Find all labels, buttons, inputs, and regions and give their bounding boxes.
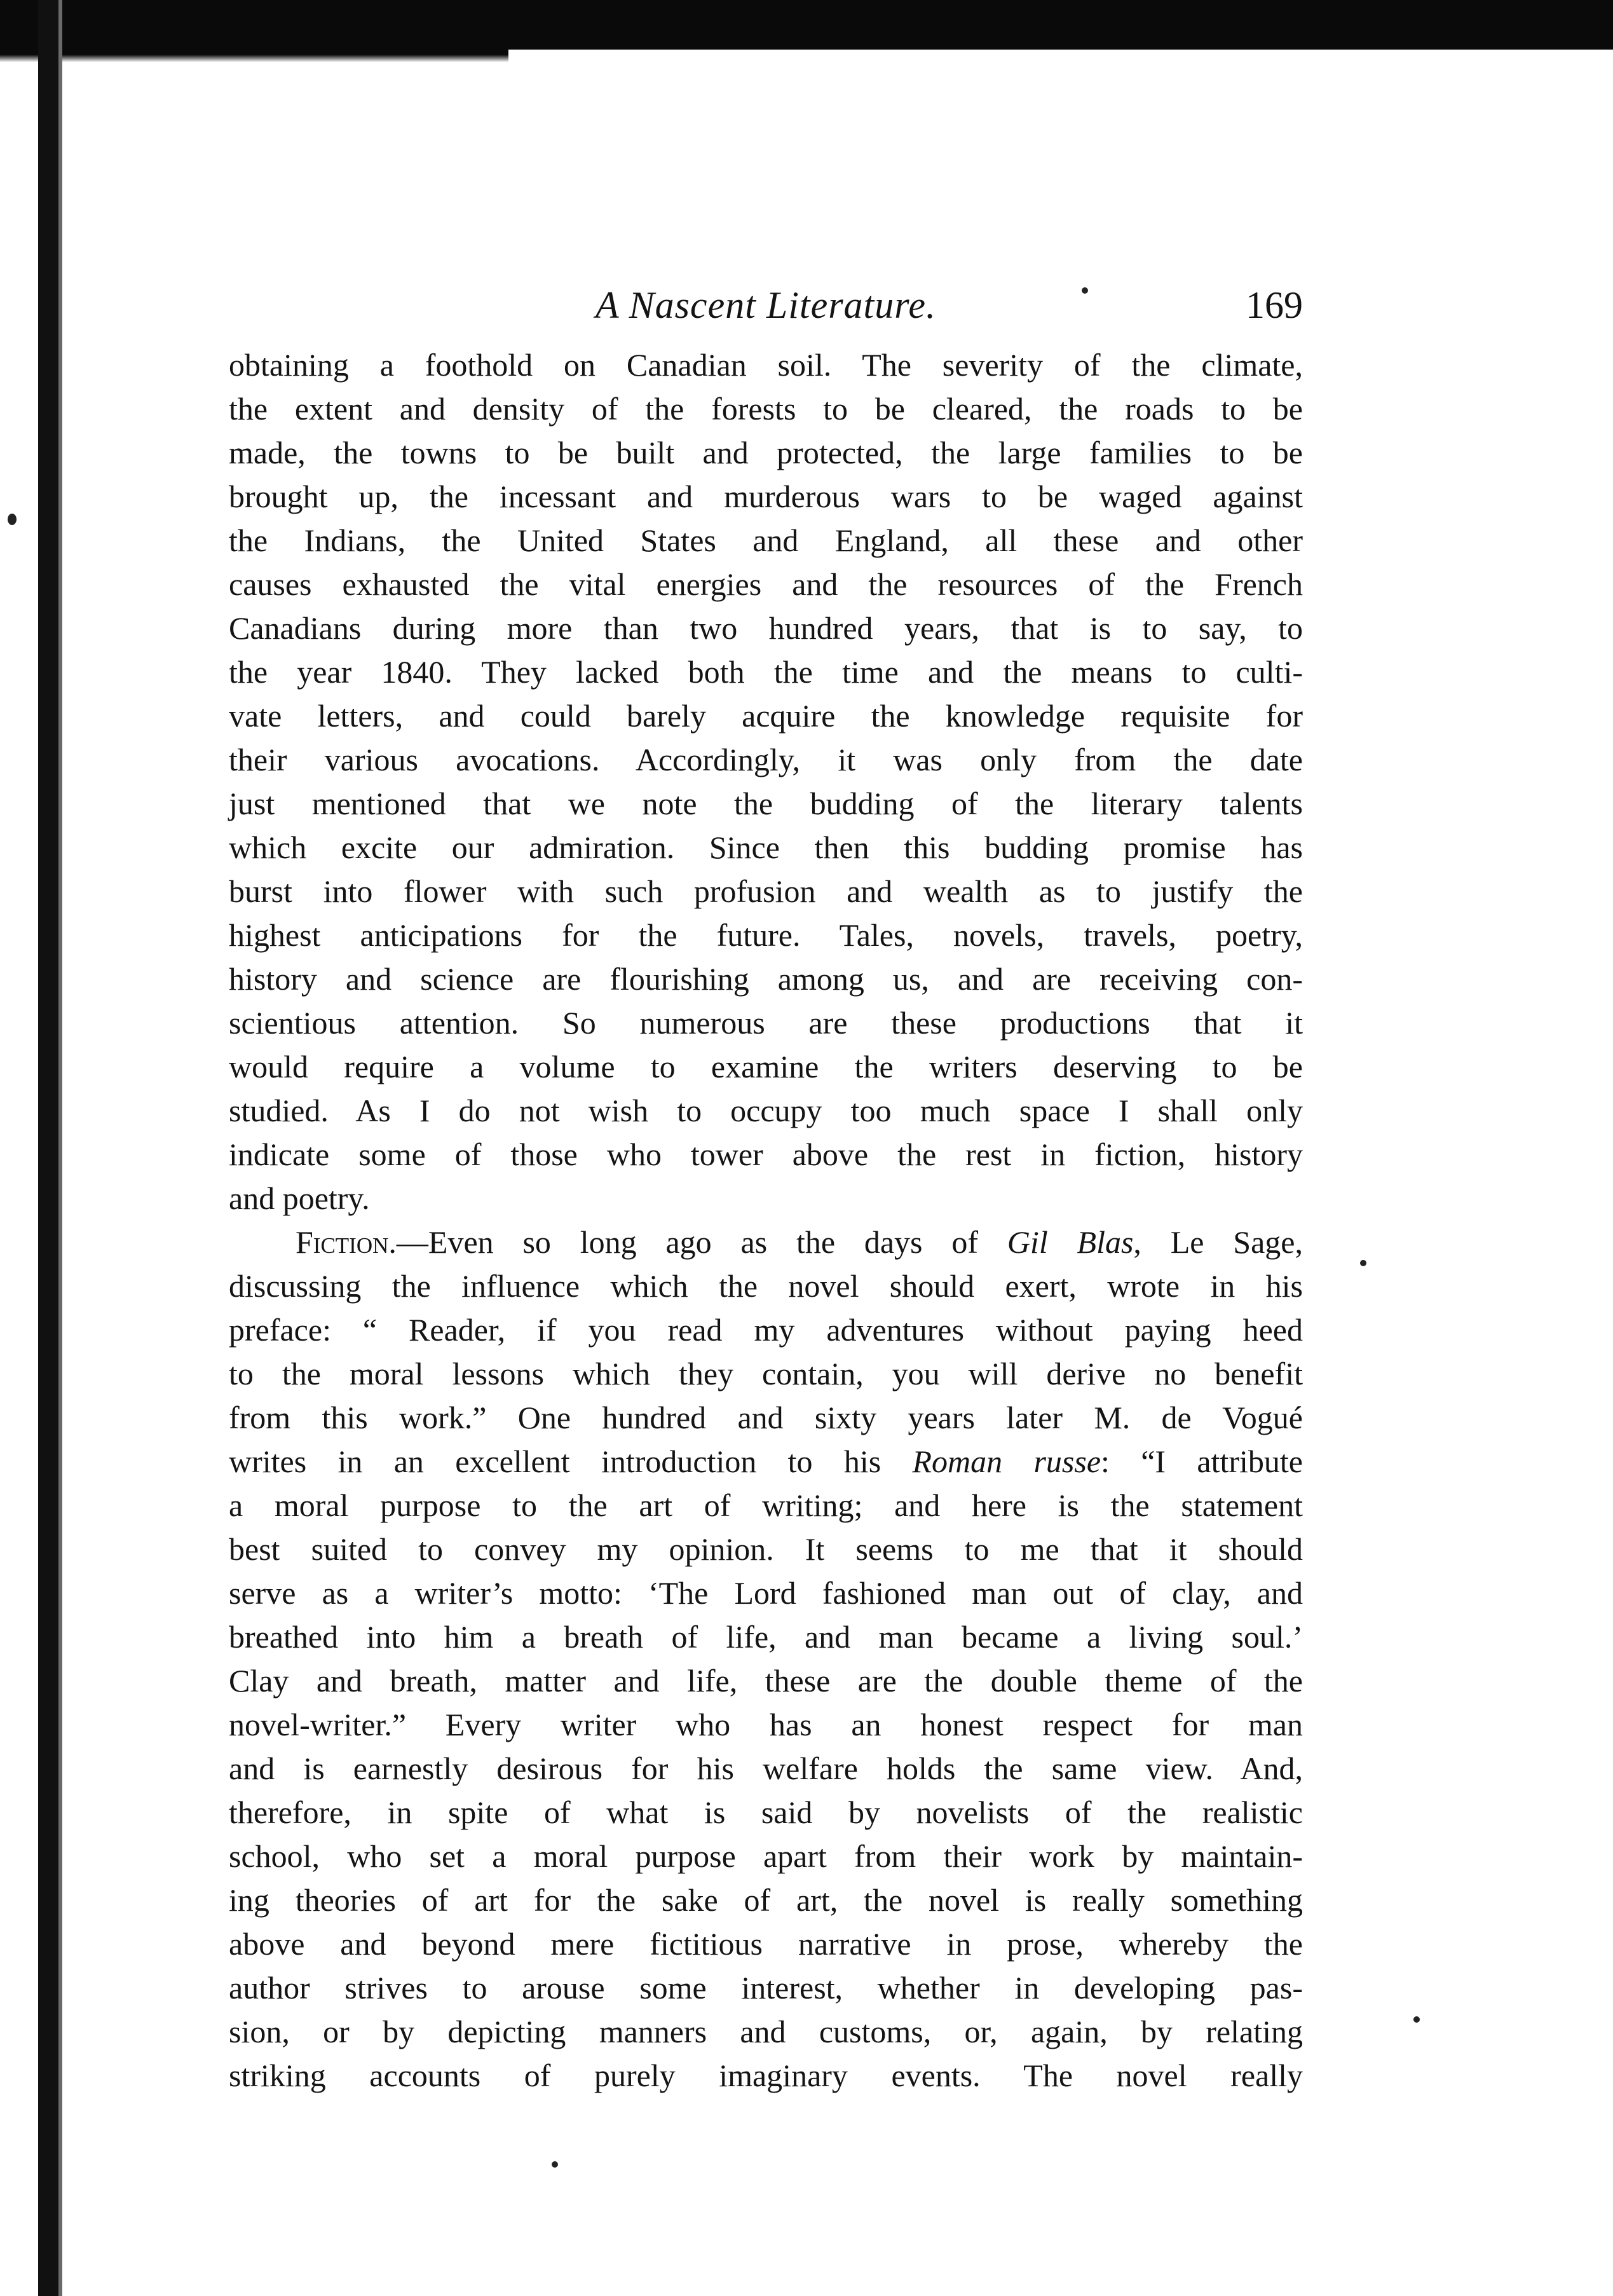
text-line: school, who set a moral purpose apart from their work by maintain- — [229, 1838, 1303, 1874]
text-line: best suited to convey my opinion. It seems to me that it should — [229, 1531, 1303, 1567]
text-line: a moral purpose to the art of writing; and here is the statement — [229, 1487, 1303, 1523]
text-line: striking accounts of purely imaginary events. The novel really — [229, 2058, 1303, 2093]
text-line: causes exhausted the vital energies and the resources of the French — [229, 566, 1303, 602]
section-heading-fiction: Fiction. — [296, 1224, 397, 1260]
text-line: would require a volume to examine the writers deserving to be — [229, 1049, 1303, 1084]
text-line: indicate some of those who tower above the rest in fiction, history — [229, 1137, 1303, 1172]
text-line: highest anticipations for the future. Tales, novels, travels, poetry, — [229, 917, 1303, 953]
text-line: serve as a writer’s motto: ‘The Lord fashioned man out of clay, and — [229, 1575, 1303, 1611]
text-line: scientious attention. So numerous are these productions that it — [229, 1005, 1303, 1041]
text-line: brought up, the incessant and murderous wars to be waged against — [229, 479, 1303, 514]
work-title-roman-russe: Roman russe — [912, 1444, 1101, 1479]
scan-top-border — [0, 0, 1613, 50]
text-line: Canadians during more than two hundred years, that is to say, to — [229, 610, 1303, 646]
text-line: breathed into him a breath of life, and man became a living soul.’ — [229, 1619, 1303, 1655]
running-head — [229, 280, 1303, 331]
text-line: above and beyond mere fictitious narrative in prose, whereby the — [229, 1926, 1303, 1962]
scan-speck — [552, 2161, 558, 2168]
text-line: from this work.” One hundred and sixty years later M. de Vogué — [229, 1400, 1303, 1435]
work-title-gil-blas: Gil Blas — [1007, 1224, 1134, 1260]
text-line: the extent and density of the forests to be cleared, the roads to be — [229, 391, 1303, 427]
text-line: burst into flower with such profusion and wealth as to justify the — [229, 873, 1303, 909]
text-line: therefore, in spite of what is said by novelists of the realistic — [229, 1794, 1303, 1830]
text-line: sion, or by depicting manners and customs, or, again, by relating — [229, 2014, 1303, 2049]
text-line: preface: “ Reader, if you read my adventures without paying heed — [229, 1312, 1303, 1348]
text-line: studied. As I do not wish to occupy too much space I shall only — [229, 1093, 1303, 1128]
scan-speck — [1360, 1260, 1366, 1266]
text-line: vate letters, and could barely acquire the knowledge requisite for — [229, 698, 1303, 734]
paragraph-end-line: and poetry. — [229, 1180, 370, 1216]
roman-russe-line — [229, 1440, 1303, 1484]
text-line: discussing the influence which the novel should exert, wrote in his — [229, 1268, 1303, 1304]
running-title: A Nascent Literature. — [596, 284, 936, 326]
text-line: obtaining a foothold on Canadian soil. The severity of the climate, — [229, 347, 1303, 383]
scan-left-border — [38, 0, 58, 2296]
page-body — [229, 343, 1303, 2098]
page-number: 169 — [1246, 284, 1303, 326]
scan-speck — [1082, 287, 1088, 294]
roman-russe-end: : “I attribute — [1101, 1444, 1303, 1479]
scan-left-border-shadow — [58, 0, 62, 2296]
text-line: the year 1840. They lacked both the time and the means to culti- — [229, 654, 1303, 690]
text-line: history and science are flourishing among us, and are receiving con- — [229, 961, 1303, 997]
text-line: which excite our admiration. Since then this budding promise has — [229, 830, 1303, 865]
fiction-intro-end: , Le Sage, — [1133, 1224, 1303, 1260]
text-line: the Indians, the United States and England, all these and other — [229, 523, 1303, 558]
text-line: just mentioned that we note the budding of the literary talents — [229, 786, 1303, 821]
fiction-first-line — [229, 1220, 1303, 1264]
text-line: made, the towns to be built and protected, the large families to be — [229, 435, 1303, 470]
text-line: author strives to arouse some interest, whether in developing pas- — [229, 1970, 1303, 2006]
scan-speck — [8, 514, 17, 525]
scan-speck — [1413, 2016, 1420, 2023]
roman-russe-start: writes in an excellent introduction to his — [229, 1444, 913, 1479]
text-line: Clay and breath, matter and life, these are the double theme of the — [229, 1663, 1303, 1698]
fiction-intro-text: —Even so long ago as the days of — [396, 1224, 1007, 1260]
text-line: ing theories of art for the sake of art, the novel is really something — [229, 1882, 1303, 1918]
text-line: to the moral lessons which they contain, you will derive no benefit — [229, 1356, 1303, 1391]
scan-top-border-shadow — [0, 50, 508, 62]
text-line: their various avocations. Accordingly, it was only from the date — [229, 742, 1303, 777]
text-line: and is earnestly desirous for his welfare holds the same view. And, — [229, 1751, 1303, 1786]
text-line: novel-writer.” Every writer who has an honest respect for man — [229, 1707, 1303, 1742]
